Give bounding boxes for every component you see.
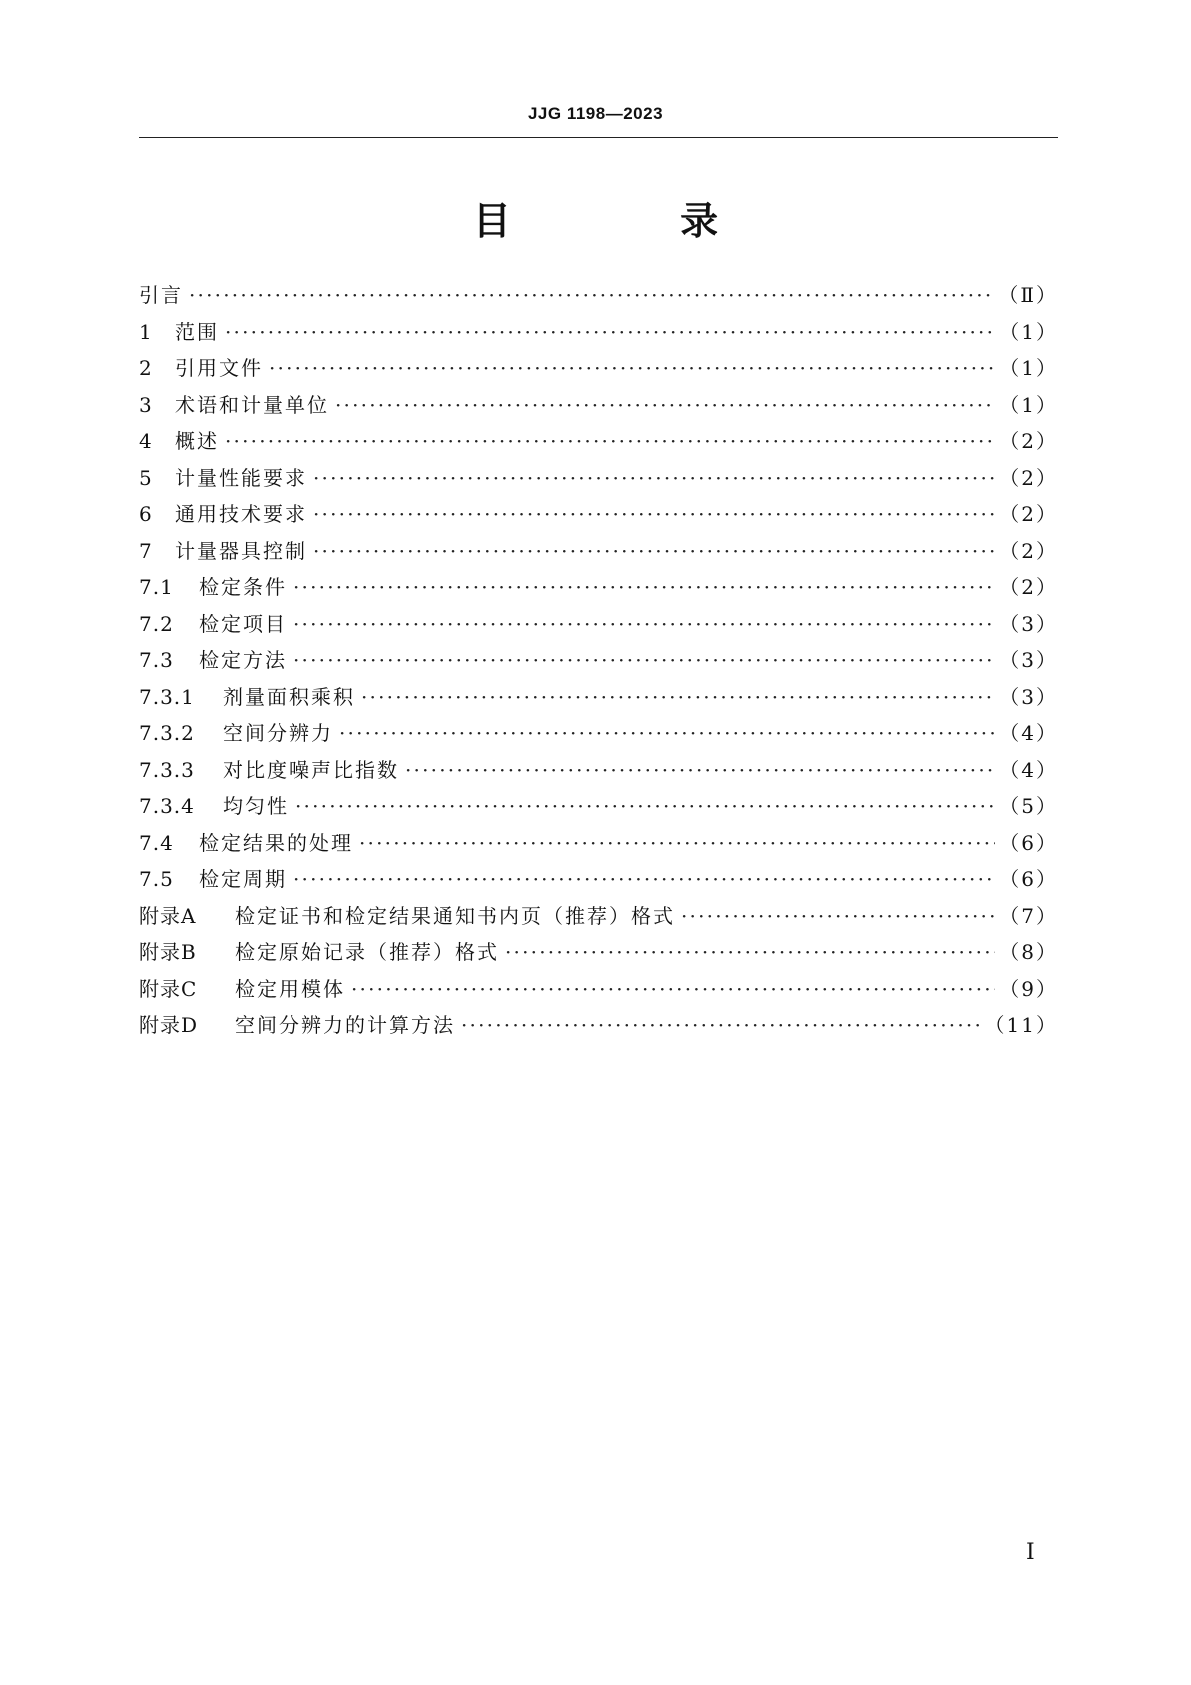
toc-leader-dots [293, 569, 995, 606]
toc-entry-label: 计量性能要求 [175, 465, 307, 490]
toc-entry-7[interactable] [139, 533, 1058, 570]
toc-entry-7-3-2[interactable] [139, 715, 1058, 752]
toc-entry-number: 2 [139, 356, 153, 380]
toc-entry-number: 7.3.1 [139, 684, 195, 709]
toc-entry-number: 7.3.4 [139, 794, 195, 818]
toc-leader-dots [361, 679, 995, 716]
toc-entry-4[interactable] [139, 423, 1058, 460]
toc-title: 目 录 [472, 199, 797, 243]
toc-entry-appendix-c[interactable] [139, 971, 1058, 1008]
toc-entry-number: 4 [139, 429, 153, 453]
toc-entry-label: 空间分辨力 [223, 721, 333, 745]
toc-entry-page: （9） [999, 976, 1058, 1001]
toc-entry-label: 空间分辨力的计算方法 [235, 1013, 455, 1037]
toc-leader-dots [461, 1007, 981, 1044]
toc-entry-number: 附录D [139, 1013, 199, 1037]
toc-leader-dots [225, 314, 995, 351]
toc-entry-number: 附录C [139, 976, 198, 1001]
toc-leader-dots [269, 350, 995, 387]
toc-entry-number: 附录B [139, 940, 197, 964]
toc-leader-dots [505, 934, 995, 971]
toc-entry-page: （5） [999, 794, 1058, 818]
toc-entry-page: （6） [999, 867, 1058, 891]
toc-leader-dots [351, 971, 995, 1008]
toc-entry-appendix-a[interactable] [139, 898, 1058, 935]
toc-entry-label: 引用文件 [175, 356, 263, 380]
toc-entry-page: （3） [999, 648, 1058, 672]
toc-leader-dots [293, 606, 995, 643]
toc-entry-page: （4） [999, 721, 1058, 745]
toc-entry-page: （1） [999, 356, 1058, 380]
table-of-contents [139, 277, 1058, 1044]
toc-entry-6[interactable] [139, 496, 1058, 533]
toc-entry-page: （3） [999, 611, 1058, 636]
toc-entry-3[interactable] [139, 387, 1058, 424]
toc-entry-intro[interactable] [139, 277, 1058, 314]
standard-code: JJG 1198—2023 [527, 104, 664, 123]
toc-entry-page: （2） [999, 538, 1058, 563]
toc-entry-number: 7.5 [139, 867, 174, 891]
toc-entry-number: 7.4 [139, 830, 174, 855]
toc-entry-label: 计量器具控制 [175, 538, 307, 563]
header-divider [139, 137, 1058, 138]
toc-entry-page: （2） [999, 575, 1058, 599]
toc-leader-dots [313, 496, 995, 533]
toc-leader-dots [293, 642, 995, 679]
toc-entry-page: （1） [999, 319, 1058, 344]
toc-entry-page: （3） [999, 684, 1058, 709]
toc-entry-number: 5 [139, 465, 153, 490]
toc-entry-number: 7 [139, 538, 153, 563]
toc-entry-page: （1） [999, 392, 1058, 417]
toc-entry-label: 引言 [139, 283, 183, 307]
toc-entry-page: （11） [984, 1013, 1058, 1037]
toc-entry-7-3-4[interactable] [139, 788, 1058, 825]
toc-entry-number: 3 [139, 392, 153, 417]
toc-entry-page: （2） [999, 429, 1058, 453]
toc-entry-number: 1 [139, 319, 153, 344]
toc-entry-page: （Ⅱ） [998, 283, 1058, 307]
toc-entry-page: （2） [999, 465, 1058, 490]
toc-entry-label: 均匀性 [223, 794, 289, 818]
toc-entry-label: 通用技术要求 [175, 502, 307, 526]
toc-entry-label: 剂量面积乘积 [223, 684, 355, 709]
toc-entry-7-4[interactable] [139, 825, 1058, 862]
toc-entry-number: 7.3.3 [139, 757, 195, 782]
toc-leader-dots [189, 277, 994, 314]
toc-leader-dots [293, 861, 995, 898]
toc-entry-label: 检定结果的处理 [199, 830, 353, 855]
toc-entry-label: 检定原始记录（推荐）格式 [235, 940, 499, 964]
toc-entry-label: 概述 [175, 429, 219, 453]
toc-entry-number: 附录A [139, 903, 197, 928]
toc-entry-7-3-3[interactable] [139, 752, 1058, 789]
toc-entry-number: 7.2 [139, 611, 174, 636]
toc-leader-dots [339, 715, 995, 752]
toc-entry-7-3-1[interactable] [139, 679, 1058, 716]
toc-entry-label: 范围 [175, 319, 219, 344]
toc-entry-label: 检定方法 [199, 648, 287, 672]
toc-entry-label: 术语和计量单位 [175, 392, 329, 417]
toc-entry-page: （8） [999, 940, 1058, 964]
toc-leader-dots [681, 898, 995, 935]
toc-entry-7-3[interactable] [139, 642, 1058, 679]
toc-entry-appendix-d[interactable] [139, 1007, 1058, 1044]
toc-leader-dots [313, 533, 995, 570]
toc-entry-page: （2） [999, 502, 1058, 526]
toc-entry-label: 检定周期 [199, 867, 287, 891]
toc-entry-page: （7） [999, 903, 1058, 928]
toc-entry-7-2[interactable] [139, 606, 1058, 643]
toc-leader-dots [295, 788, 995, 825]
toc-entry-7-5[interactable] [139, 861, 1058, 898]
toc-entry-page: （6） [999, 830, 1058, 855]
toc-leader-dots [335, 387, 995, 424]
toc-entry-label: 检定条件 [199, 575, 287, 599]
toc-entry-1[interactable] [139, 314, 1058, 351]
toc-leader-dots [359, 825, 995, 862]
toc-entry-number: 7.1 [139, 575, 174, 599]
toc-entry-label: 对比度噪声比指数 [223, 757, 399, 782]
toc-entry-number: 6 [139, 502, 153, 526]
toc-entry-number: 7.3.2 [139, 721, 195, 745]
toc-entry-label: 检定项目 [199, 611, 287, 636]
toc-entry-label: 检定用模体 [235, 976, 345, 1001]
toc-entry-2[interactable] [139, 350, 1058, 387]
toc-entry-7-1[interactable] [139, 569, 1058, 606]
page-number: I [1026, 1540, 1035, 1565]
toc-entry-appendix-b[interactable] [139, 934, 1058, 971]
toc-entry-label: 检定证书和检定结果通知书内页（推荐）格式 [235, 903, 675, 928]
toc-entry-number: 7.3 [139, 648, 174, 672]
toc-leader-dots [405, 752, 995, 789]
toc-leader-dots [313, 460, 995, 497]
toc-entry-5[interactable] [139, 460, 1058, 497]
toc-entry-page: （4） [999, 757, 1058, 782]
toc-leader-dots [225, 423, 995, 460]
